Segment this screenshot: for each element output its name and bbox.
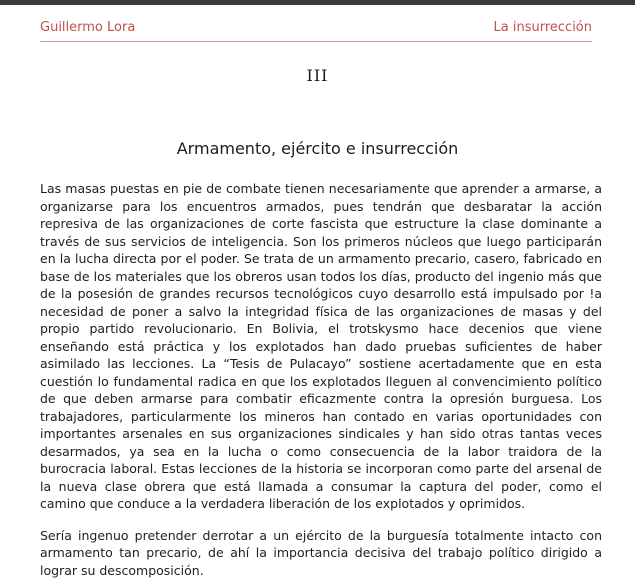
page-header (40, 19, 592, 42)
chapter-number: III (0, 66, 635, 86)
paragraph-1: Las masas puestas en pie de combate tienen necesariamente que aprender a armarse, a organizarse para los encuentros armados, pues tendrán que desbaratar la acción represiva de las organizaciones de corte fascista que estructure la clase dominante a través de sus servicios de inteligencia. Son los primeros núcleos que luego participarán en la lucha directa por el poder. Se trata de un armamento precario, casero, fabricado en base de los materiales que los obreros usan todos los días, producto del ingenio más que de la posesión de grandes recursos tecnológicos cuyo desarrollo está impulsado por !a necesidad de poner a salvo la integridad física de las organizaciones de masas y del propio partido revolucionario. En Bolivia, el trotskysmo hace decenios que viene enseñando está práctica y los explotados han dado pruebas suficientes de haber asimilado las lecciones. La “Tesis de Pulacayo” sostiene acertadamente que en esta cuestión lo fundamental radica en que los explotados lleguen al convencimiento político de que deben armarse para combatir eficazmente contra la opresión burguesa. Los trabajadores, particularmente los mineros han contado en varias oportunidades con importantes arsenales en sus organizaciones sindicales y han sido otras tantas veces desarmados, ya sea en la lucha o como consecuencia de la labor traidora de la burocracia laboral. Estas lecciones de la historia se incorporan como parte del arsenal de la nueva clase obrera que está llamada a consumar la captura del poder, como el camino que conduce a la verdadera liberación de los explotados y oprimidos. (40, 180, 602, 513)
paragraph-2-clipped: Sería ingenuo pretender derrotar a un ejército de la burguesía totalmente intacto con armamento tan precario, de ahí la importancia decisiva del trabajo político dirigido a lograr su descomposición. (40, 527, 602, 579)
section-title: Armamento, ejército e insurrección (0, 139, 635, 159)
header-book-title: La insurrección (494, 19, 592, 36)
window-top-bar (0, 0, 635, 5)
header-author: Guillermo Lora (40, 19, 135, 36)
body-text (40, 180, 602, 579)
